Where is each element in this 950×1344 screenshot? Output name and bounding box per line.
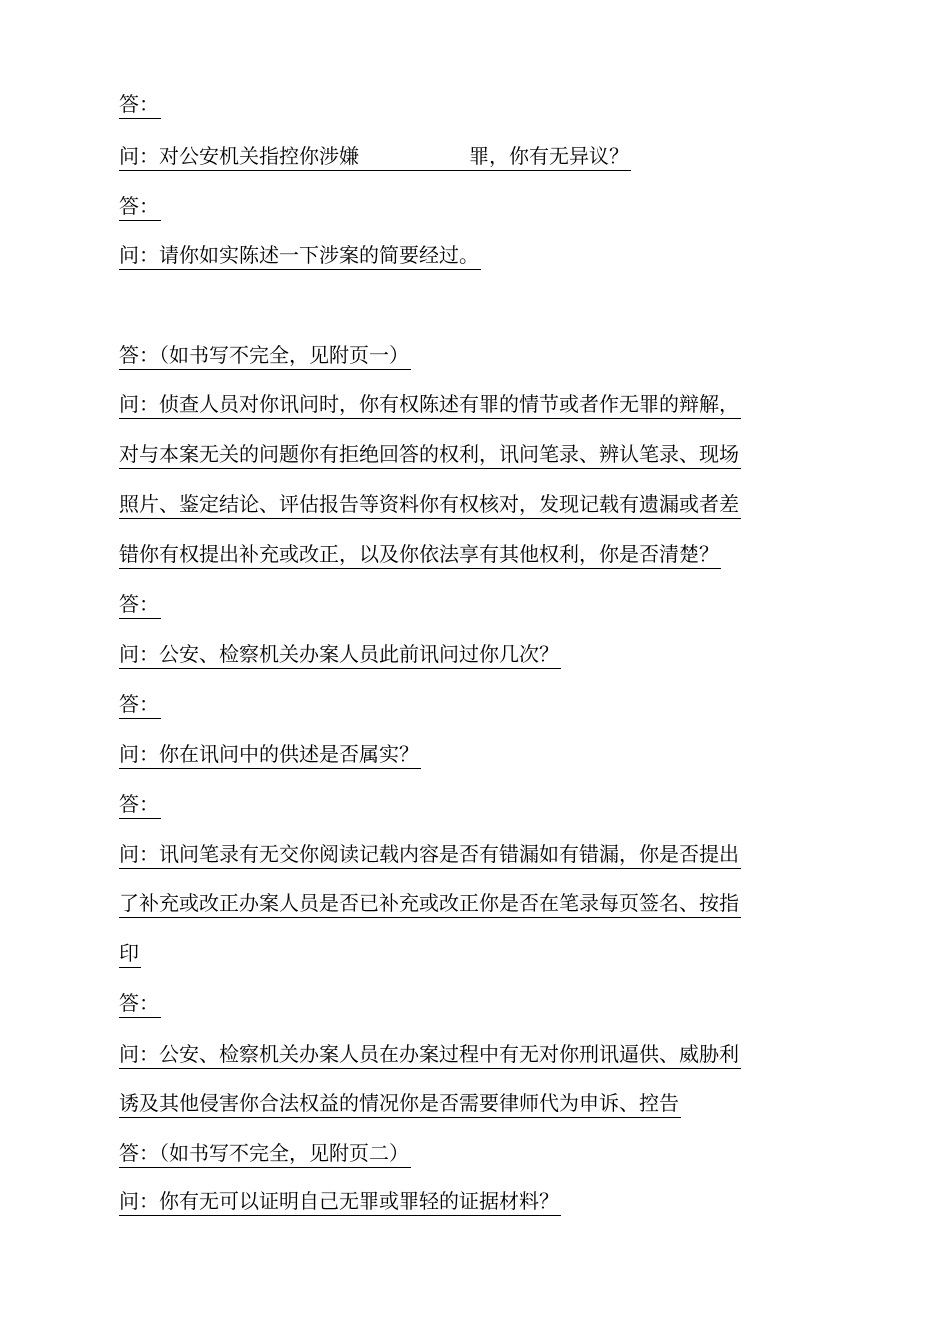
answer-line-8: 答：（如书写不完全，见附页二）: [119, 1139, 411, 1168]
question-coercion-line-1: 问：公安、检察机关办案人员在办案过程中有无对你刑讯逼供、威胁利: [119, 1040, 741, 1069]
question-line-evidence: 问：你有无可以证明自己无罪或罪轻的证据材料？: [119, 1187, 561, 1216]
answer-line-5: 答：: [119, 690, 161, 719]
question-rights-line-3: 照片、鉴定结论、评估报告等资料你有权核对，发现记载有遗漏或者差: [119, 490, 741, 519]
question-record-line-3: 印: [119, 939, 141, 968]
question-line-facts: 问：请你如实陈述一下涉案的简要经过。: [119, 241, 481, 270]
question-line-times: 问：公安、检察机关办案人员此前讯问过你几次？: [119, 640, 561, 669]
question-rights-line-4: 错你有权提出补充或改正，以及你依法享有其他权利，你是否清楚？: [119, 540, 721, 569]
answer-line-2: 答：: [119, 192, 161, 221]
answer-line-7: 答：: [119, 989, 161, 1018]
answer-line-4: 答：: [119, 590, 161, 619]
question-line-truth: 问：你在讯问中的供述是否属实？: [119, 740, 421, 769]
question-rights-line-1: 问：侦查人员对你讯问时，你有权陈述有罪的情节或者作无罪的辩解，: [119, 390, 741, 419]
answer-line-1: 答：: [119, 90, 161, 119]
question-record-line-2: 了补充或改正办案人员是否已补充或改正你是否在笔录每页签名、按指: [119, 889, 741, 918]
answer-line-3: 答：（如书写不完全，见附页一）: [119, 341, 411, 370]
question-rights-line-2: 对与本案无关的问题你有拒绝回答的权利，讯问笔录、辨认笔录、现场: [119, 440, 741, 469]
question-line-charge: 问：对公安机关指控你涉嫌 罪，你有无异议？: [119, 142, 631, 171]
question-coercion-line-2: 诱及其他侵害你合法权益的情况你是否需要律师代为申诉、控告: [119, 1089, 681, 1118]
question-record-line-1: 问：讯问笔录有无交你阅读记载内容是否有错漏如有错漏，你是否提出: [119, 840, 741, 869]
answer-line-6: 答：: [119, 790, 161, 819]
